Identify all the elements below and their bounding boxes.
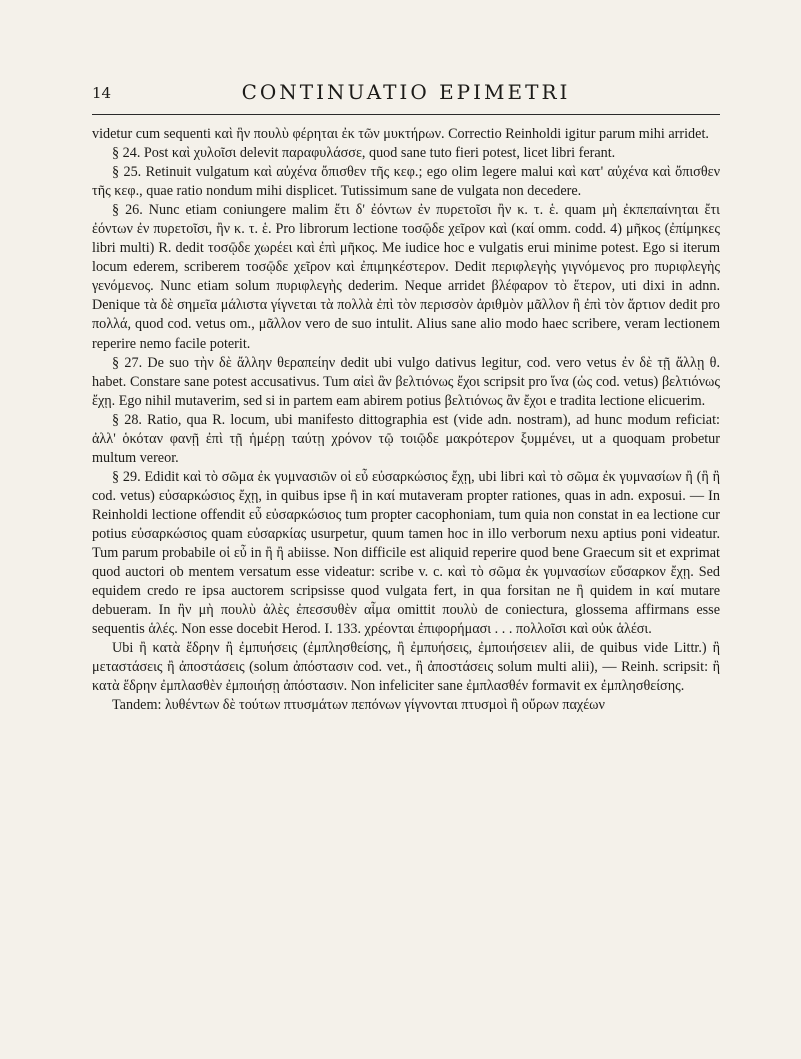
paragraph-section-24: § 24. Post καὶ χυλοῖσι delevit παραφυλάσσε, quod sane tuto fieri potest, licet libri ferant. xyxy=(112,145,616,162)
paragraph-section-26: § 26. Nunc etiam coniungere malim ἔτι δ' ἐόντων ἐν πυρετοῖσι ἢν κ. τ. ἑ. quam μὴ ἐκπεπαίνηται ἔτι ἐόντων ἐν πυρετοῖσι, ἢν κ. τ. ἑ. Pro librorum lectione τοσῷδε χεῖρον καὶ (καί omm. codd. 4) μῆκος (ἐπίμηκες libri multi) R. dedit τοσῷδε χωρέει καὶ ἐπὶ μῆκος. Me iudice hoc e vulgatis erui minime potest. Ego si iterum locum ederem, scriberem τοσῷδε χεῖρον καὶ ἐπιμηκέστερον. Dedit περιφλεγὴς γιγνόμενος pro πυριφλεγὴς γενόμενος. Nunc etiam solum πυριφλεγὴς dederim. Neque arridet βλέφαρον τὸ ἕτερον, uti dixi in adnn. Denique τὰ δὲ σημεῖα μάλιστα γίγνεται τὰ πολλὰ ἐπὶ τὸν περισσὸν ἀριθμὸν μᾶλλον ἢ ἐπὶ τὸν ἄρτιον dedit pro πολλά, quod cod. vetus om., μᾶλλον vero de suo intulit. Alius sane alio modo haec scribere, veram lectionem reperire nemo facile poterit. xyxy=(92,202,720,352)
paragraph-section-28: § 28. Ratio, qua R. locum, ubi manifesto dittographia est (vide adn. nostram), ad hunc modum reficiat: ἀλλ' ὁκόταν φανῇ ἐπὶ τῇ ἡμέρῃ ταύτῃ χρόνον τῷ τοιῷδε μακρότερον ξυμμένει, ut a quoquam probetur multum vereor. xyxy=(92,411,720,466)
page-header xyxy=(92,78,720,115)
paragraph: Tandem: λυθέντων δὲ τούτων πτυσμάτων πεπόνων γίγνονται πτυσμοὶ ἢ οὔρων παχέων xyxy=(112,697,605,714)
page xyxy=(92,78,720,715)
paragraph: videtur cum sequenti καὶ ἣν πουλὺ φέρηται ἐκ τῶν μυκτήρων. Correctio Reinholdi igitur parum mihi arridet. xyxy=(92,126,709,142)
paragraph: Ubi ἢ κατὰ ἕδρην ἢ ἐμπυήσεις (ἐμπλησθείσης, ἢ ἐμπυήσεις, ἐμποιήσειεν alii, de quibus vide Littr.) ἢ μεταστάσεις ἢ ἀποστάσεις (solum ἀπόστασιν cod. vet., ἢ ἀποστάσεις solum multi alii), — Reinh. scripsit: ἢ κατὰ ἕδρην ἐμπλασθὲν ἐμποιήσῃ ἀπόστασιν. Non infeliciter sane ἐμπλασθέν formavit ex ἐμπλησθείσης. xyxy=(92,640,720,695)
page-number: 14 xyxy=(92,84,112,102)
paragraph-section-27: § 27. De suo τὴν δὲ ἄλλην θεραπείην dedit ubi vulgo dativus legitur, cod. vero vetus ἐν δὲ τῇ ἄλλῃ θ. habet. Constare sane potest accusativus. Tum αἰεὶ ἂν βελτιόνως ἔχοι scripsit pro ἵνα (ὡς cod. vetus) βελτιόνως ἔχῃ. Ego nihil mutaverim, sed si in partem eam abirem potius βελτιόνως ἂν ἔχοι e tradita lectione elicuerim. xyxy=(92,354,720,409)
running-title: CONTINUATIO EPIMETRI xyxy=(241,80,571,104)
paragraph-section-25: § 25. Retinuit vulgatum καὶ αὐχένα ὄπισθεν τῆς κεφ.; ego olim legere malui καὶ κατ' αὐχένα καὶ ὄπισθεν τῆς κεφ., quae ratio nondum mihi displicet. Tutissimum sane de vulgata non decedere. xyxy=(92,164,720,200)
body-text xyxy=(92,125,720,715)
paragraph-section-29: § 29. Edidit καὶ τὸ σῶμα ἐκ γυμνασιῶν οἱ εὖ εὐσαρκώσιος ἔχῃ, ubi libri καὶ τὸ σῶμα ἐκ γυμνασίων ἢ (ἣ ἢ cod. vetus) εὐσαρκώσιος ἔχῃ, in quibus ipse ἢ in καί mutaveram propter rationes, quas in adn. exposui. — In Reinholdi lectione offendit εὖ εὐσαρκώσιος tum propter cacophoniam, tum quia non constat in ea lectione cur potius εὐσαρκώσιος quam εὐσαρκίας usurpetur, quum tamen hoc in illo verborum nexu aptius poni videatur. Tum parum probabile οἱ εὖ in ἢ ἢ abiisse. Non difficile est aliquid reperire quod bene Graecum sit et exprimat quod auctori ob mentem versatum esse videatur: scribe v. c. καὶ τὸ σῶμα ἐκ γυμνασίων εὔσαρκον ἔχῃ. Sed equidem credo re ipsa auctorem scripsisse quod vulgata fert, in qua forsitan ne ἢ quidem in καί mutare debueram. In ἢν μὴ πουλὺ ἀλὲς ἐπεσσυθὲν αἷμα omittit πουλὺ de coniectura, glossema affirmans esse sequentis ἁλές. Non esse docebit Herod. I. 133. χρέονται ἐπιφορήμασι . . . πολλοῖσι καὶ οὐκ ἁλέσι. xyxy=(92,468,720,638)
